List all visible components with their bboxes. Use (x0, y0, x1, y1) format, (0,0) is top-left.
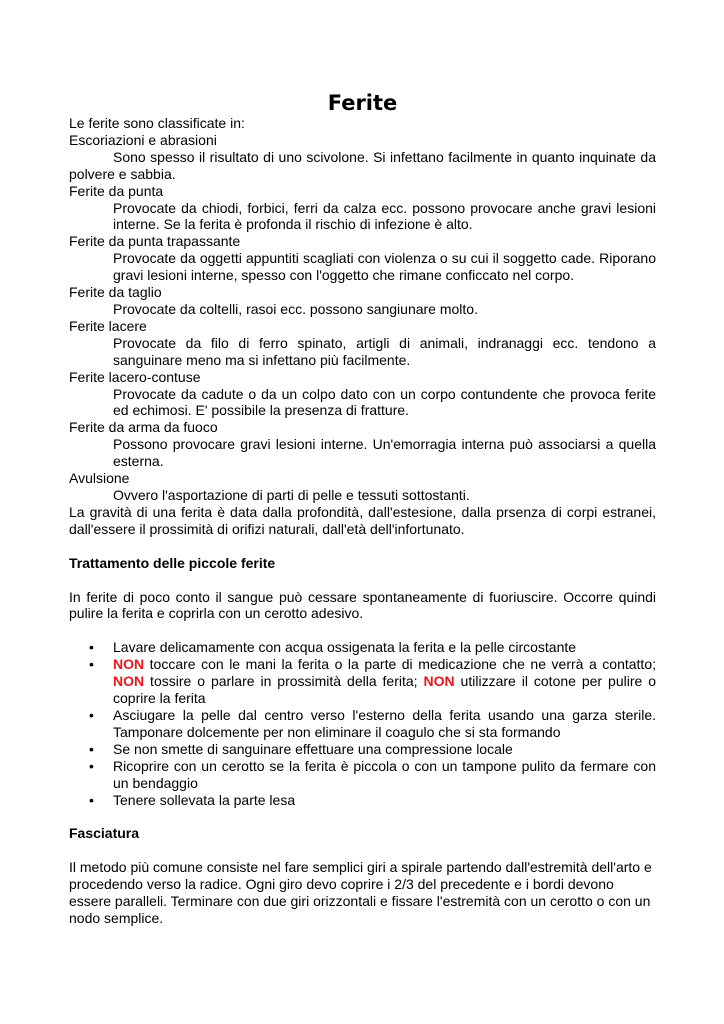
category-desc: Provocate da filo di ferro spinato, artigli di animali, indranaggi ecc. tendono a sanguinare meno ma si infettano più facilmente. (113, 334, 656, 368)
bullet-icon: • (89, 656, 94, 673)
list-item-text: Lavare delicamamente con acqua ossigenata la ferita e la pelle circostante (113, 639, 577, 656)
gravity-text: La gravità di una ferita è data dalla profondità, dall'estesione, dalla prsenza di corpi estranei, dall'essere il prossimità di orifizi naturali, dall'età dell'infortunato. (69, 503, 656, 537)
page-title: Ferite (327, 91, 398, 115)
list-item-text: toccare con le mani la ferita o la parte di medicazione che ne verrà a contatto; (144, 656, 656, 673)
document-page (69, 0, 656, 927)
treatment-list (69, 639, 656, 808)
category-desc: Ovvero l'asportazione di parti di pelle e tessuti sottostanti. (113, 486, 470, 503)
category-desc: Provocate da chiodi, forbici, ferri da calza ecc. possono provocare anche gravi lesioni interne. Se la ferita è profonda il rischio di infezione è alto. (113, 199, 656, 233)
list-item (69, 758, 656, 792)
category-name: Ferite lacere (69, 317, 147, 334)
treatment-heading: Trattamento delle piccole ferite (69, 554, 276, 571)
bandage-heading: Fasciatura (69, 825, 140, 842)
intro-text: Le ferite sono classificate in: (69, 115, 245, 131)
list-item-text: Ricoprire con un cerotto se la ferita è piccola o con un tampone pulito da fermare con un bendaggio (113, 757, 656, 791)
bandage-paragraph: Il metodo più comune consiste nel fare semplici giri a spirale partendo dall'estremità dell'arto e procedendo verso la radice. Ogni giro devo coprire i 2/3 del precedente e i bordi devono essere paralleli. Terminare con due giri orizzontali e fissare l'estremità con un cerotto o con un nodo semplice. (69, 859, 652, 927)
category-name: Ferite da arma da fuoco (69, 419, 218, 436)
list-item (69, 741, 656, 758)
list-item-text: Se non smette di sanguinare effettuare una compressione locale (113, 740, 513, 757)
category-name: Escoriazioni e abrasioni (69, 131, 217, 148)
category-desc: Provocate da coltelli, rasoi ecc. possono sangiunare molto. (113, 300, 478, 317)
category-desc: Provocate da oggetti appuntiti scagliati con violenza o su cui il soggetto cade. Riporano gravi lesioni interne, spesso con l'oggetto che rimane conficcato nel corpo. (113, 250, 656, 284)
list-item (69, 639, 656, 656)
list-item (69, 792, 656, 809)
list-item-text: utilizzare il cotone per pulire o coprire la ferita (113, 673, 656, 707)
category-name: Ferite da punta trapassante (69, 233, 241, 250)
category-desc: Sono spesso il risultato di uno scivolone. Si infettano facilmente in quanto inquinate da polvere e sabbia. (69, 148, 656, 182)
bullet-icon: • (89, 707, 94, 723)
bullet-icon: • (89, 791, 94, 808)
category-desc: Provocate da cadute o da un colpo dato con un corpo contundente che provoca ferite ed echimosi. E' possibile la presenza di fratture. (113, 385, 656, 419)
categories-list (69, 132, 656, 504)
warning-non: NON (113, 656, 145, 673)
list-item-text: Asciugare la pelle dal centro verso l'esterno della ferita usando una garza sterile. Tamponare dolcemente per non eliminare il coagulo che si sta formando (113, 707, 656, 740)
bullet-icon: • (89, 740, 94, 757)
category-desc: Possono provocare gravi lesioni interne. Un'emorragia interna può associarsi a quella esterna. (113, 436, 656, 470)
list-item-text: tossire o parlare in prossimità della ferita; (144, 673, 424, 690)
warning-non: NON (423, 673, 455, 690)
category-name: Ferite da taglio (69, 284, 162, 301)
treatment-paragraph: In ferite di poco conto il sangue può cessare spontaneamente di fuoriuscire. Occorre quindi pulire la ferita e coprirla con un cerotto adesivo. (69, 588, 656, 622)
warning-non: NON (113, 673, 145, 690)
category-name: Avulsione (69, 470, 130, 487)
bullet-icon: • (89, 757, 94, 774)
category-name: Ferite lacero-contuse (69, 368, 201, 385)
list-item-text: Tenere sollevata la parte lesa (113, 791, 296, 808)
list-item (69, 656, 656, 707)
bullet-icon: • (89, 639, 94, 656)
list-item (69, 707, 656, 741)
category-name: Ferite da punta (69, 182, 164, 199)
